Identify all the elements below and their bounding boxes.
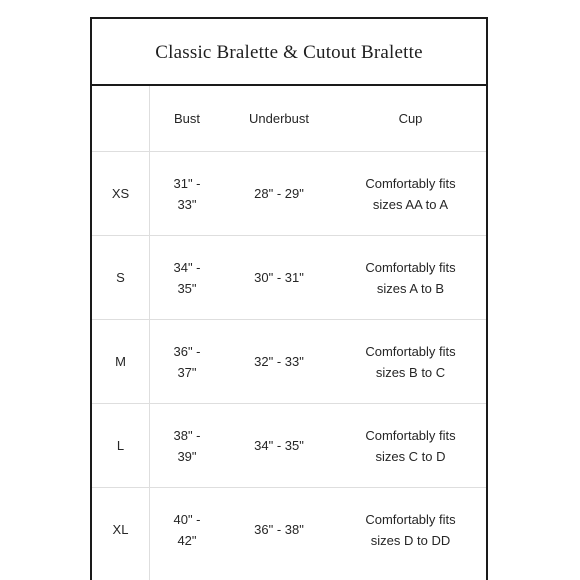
cup-value: Comfortably fits sizes C to D — [365, 427, 456, 464]
cup-cell — [333, 152, 488, 235]
table-row — [92, 404, 486, 487]
size-chart-title-bar — [92, 19, 486, 86]
underbust-cell: 34" - 35" — [254, 438, 304, 453]
size-chart — [90, 17, 488, 580]
cup-cell — [333, 320, 488, 403]
size-cell: XS — [111, 186, 130, 201]
size-cell: L — [116, 438, 125, 453]
cup-value: Comfortably fits sizes B to C — [365, 343, 456, 380]
size-cell: M — [115, 354, 126, 369]
size-cell: S — [116, 270, 125, 285]
table-row — [92, 488, 486, 571]
underbust-cell: 36" - 38" — [254, 522, 304, 537]
cup-cell — [333, 404, 488, 487]
header-cup: Cup — [398, 111, 423, 126]
size-chart-title: Classic Bralette & Cutout Bralette — [155, 41, 423, 63]
bust-cell — [149, 488, 225, 571]
table-header-row — [92, 86, 486, 151]
bust-value: 38" - 39" — [173, 427, 201, 464]
underbust-cell: 30" - 31" — [254, 270, 304, 285]
bust-cell — [149, 320, 225, 403]
table-row — [92, 152, 486, 235]
cup-value: Comfortably fits sizes AA to A — [365, 175, 456, 212]
bust-cell — [149, 152, 225, 235]
header-underbust: Underbust — [249, 111, 309, 126]
size-cell: XL — [112, 522, 129, 537]
bust-cell — [149, 236, 225, 319]
bust-cell — [149, 404, 225, 487]
table-row — [92, 236, 486, 319]
size-table — [92, 86, 486, 580]
bust-value: 36" - 37" — [173, 343, 201, 380]
table-row — [92, 320, 486, 403]
underbust-cell: 28" - 29" — [254, 186, 304, 201]
cup-cell — [333, 488, 488, 571]
header-size — [92, 86, 149, 151]
bust-value: 40" - 42" — [173, 511, 201, 548]
cup-cell — [333, 236, 488, 319]
bust-value: 31" - 33" — [173, 175, 201, 212]
cup-value: Comfortably fits sizes D to DD — [365, 511, 456, 548]
header-bust: Bust — [173, 111, 200, 126]
cup-value: Comfortably fits sizes A to B — [365, 259, 456, 296]
bust-value: 34" - 35" — [173, 259, 201, 296]
underbust-cell: 32" - 33" — [254, 354, 304, 369]
